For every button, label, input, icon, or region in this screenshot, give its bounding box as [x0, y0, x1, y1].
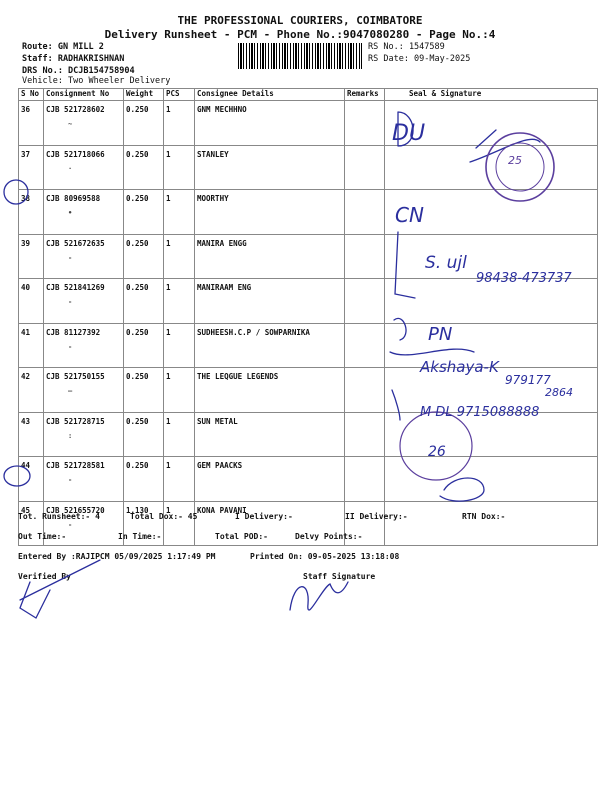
drs-number: DRS No.: DCJB154758904 [22, 66, 135, 76]
circle-mark-38 [4, 180, 28, 204]
pen-mark: · [68, 164, 73, 173]
cell-weight: 0.250 [124, 190, 164, 235]
ii-delivery: II Delivery:- [345, 512, 408, 521]
pen-mark: : [68, 431, 73, 440]
pen-mark: - [68, 520, 73, 529]
cell-weight: 0.250 [124, 323, 164, 368]
verify-signature [20, 560, 100, 618]
cell-sno: 43 [19, 412, 44, 457]
cell-weight: 1.130 [124, 501, 164, 546]
cell-weight: 0.250 [124, 145, 164, 190]
hw-row42c: 2864 [545, 386, 573, 399]
col-pcs: PCS [164, 89, 195, 101]
rs-date: RS Date: 09-May-2025 [368, 54, 471, 64]
cell-consignee: GNM MECHHNO [195, 101, 345, 146]
cell-consignment: CJB 521728715 : [44, 412, 124, 457]
pen-mark: - [68, 342, 73, 351]
col-seal-signature: Seal & Signature [385, 89, 598, 101]
hw-row37: 25 [508, 154, 522, 167]
rtn-dox: RTN Dox:- [462, 512, 506, 521]
col-consignee: Consignee Details [195, 89, 345, 101]
cell-sno: 36 [19, 101, 44, 146]
cell-pcs: 1 [164, 457, 195, 502]
staff-signature-ink [290, 582, 348, 610]
cell-consignment: CJB 80969588 • [44, 190, 124, 235]
delvy-points: Delvy Points:- [295, 532, 363, 541]
cell-consignment: CJB 521841269 - [44, 279, 124, 324]
tot-runsheet: Tot. Runsheet:- 4 [18, 512, 100, 521]
cell-consignee: SUDHEESH.C.P / SOWPARNIKA [195, 323, 345, 368]
cell-pcs: 1 [164, 368, 195, 413]
cell-pcs: 1 [164, 501, 195, 546]
company-title: THE PROFESSIONAL COURIERS, COIMBATORE [177, 14, 423, 27]
cell-weight: 0.250 [124, 412, 164, 457]
cell-consignee: SUN METAL [195, 412, 345, 457]
cell-pcs: 1 [164, 145, 195, 190]
staff-label: Staff: RADHAKRISHNAN [22, 54, 125, 64]
cell-pcs: 1 [164, 279, 195, 324]
ink-stroke [440, 478, 484, 501]
ink-stroke [392, 390, 400, 420]
hw-row36: DU [392, 121, 426, 146]
cell-sno: 37 [19, 145, 44, 190]
i-delivery: I Delivery:- [235, 512, 293, 521]
col-sno: S No [19, 89, 44, 101]
ink-stroke [395, 232, 415, 298]
cell-consignee: MANIRA ENGG [195, 234, 345, 279]
col-remarks: Remarks [345, 89, 385, 101]
cell-pcs: 1 [164, 190, 195, 235]
cell-consignment: CJB 521718066 · [44, 145, 124, 190]
printed-on: Printed On: 09-05-2025 13:18:08 [250, 552, 400, 561]
col-weight: Weight [124, 89, 164, 101]
cell-pcs: 1 [164, 323, 195, 368]
cell-sno: 45 [19, 501, 44, 546]
cell-pcs: 1 [164, 412, 195, 457]
pen-mark: — [68, 387, 73, 395]
cell-consignee: MOORTHY [195, 190, 345, 235]
in-time: In Time:- [118, 532, 162, 541]
cell-consignment: CJB 521728581 - [44, 457, 124, 502]
cell-consignee: STANLEY [195, 145, 345, 190]
pen-mark: - [68, 298, 73, 306]
cell-consignee: THE LEQGUE LEGENDS [195, 368, 345, 413]
hw-row44: 26 [428, 444, 446, 460]
hw-row40: 98438-473737 [476, 271, 572, 286]
pen-mark: ~ [68, 120, 73, 128]
pen-mark: - [68, 253, 73, 262]
cell-consignment: CJB 521672635 - [44, 234, 124, 279]
cell-sno: 41 [19, 323, 44, 368]
cell-weight: 0.250 [124, 457, 164, 502]
cell-weight: 0.250 [124, 101, 164, 146]
runsheet-subtitle: Delivery Runsheet - PCM - Phone No.:9047080280 - Page No.:4 [104, 28, 496, 41]
cell-consignee: MANIRAAM ENG [195, 279, 345, 324]
entered-by: Entered By :RAJIPCM 05/09/2025 1:17:49 PM [18, 552, 216, 561]
verified-by: Verified By [18, 572, 71, 581]
pen-mark: • [68, 209, 73, 217]
hw-row43: M DL 9715088888 [420, 405, 540, 420]
cell-consignee: GEM PAACKS [195, 457, 345, 502]
cell-consignee: KONA PAVANI [195, 501, 345, 546]
cell-sno: 38 [19, 190, 44, 235]
cell-sno: 44 [19, 457, 44, 502]
total-dox: Total Dox:- 45 [130, 512, 198, 521]
vehicle-label: Vehicle: Two Wheeler Delivery [22, 76, 171, 86]
cell-sno: 42 [19, 368, 44, 413]
cell-consignment: CJB 521750155 — [44, 368, 124, 413]
hw-row42b: 979177 [505, 373, 551, 387]
college-stamp-inner [496, 143, 544, 191]
total-pod: Total POD:- [215, 532, 268, 541]
cell-sno: 40 [19, 279, 44, 324]
cell-pcs: 1 [164, 101, 195, 146]
staff-signature: Staff Signature [303, 572, 376, 581]
hw-row38: CN [395, 203, 424, 227]
cell-consignment: CJB 521655720 - [44, 501, 124, 546]
circle-mark-45 [4, 466, 30, 486]
cell-consignment: CJB 521728602 ~ [44, 101, 124, 146]
cell-pcs: 1 [164, 234, 195, 279]
rs-number: RS No.: 1547589 [368, 42, 445, 52]
hw-row39: S. ujl [425, 253, 467, 273]
cell-weight: 0.250 [124, 234, 164, 279]
route-label: Route: GN MILL 2 [22, 42, 104, 52]
out-time: Out Time:- [18, 532, 67, 541]
cell-consignment: CJB 81127392 - [44, 323, 124, 368]
cell-weight: 0.250 [124, 368, 164, 413]
hw-row42: Akshaya-K [420, 358, 499, 376]
pen-mark: - [68, 476, 73, 484]
cell-sno: 39 [19, 234, 44, 279]
cell-weight: 0.250 [124, 279, 164, 324]
hw-row41: PN [428, 324, 453, 345]
col-consignment: Consignment No [44, 89, 124, 101]
